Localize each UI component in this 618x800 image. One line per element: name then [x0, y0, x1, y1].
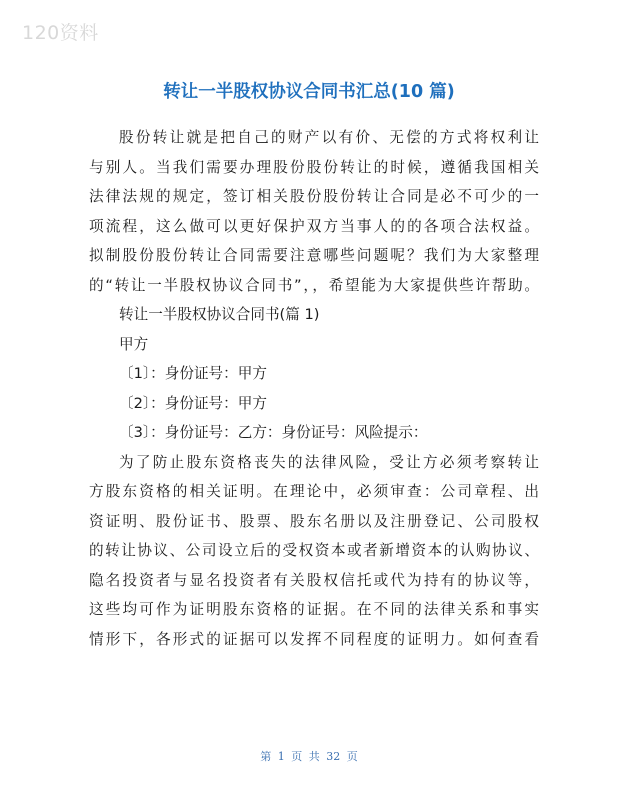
- document-title: 转让一半股权协议合同书汇总(10 篇): [163, 82, 455, 102]
- body-line: 这些均可作为证明股东资格的证据。在不同的法律关系和事实: [89, 601, 539, 618]
- body-line: 资证明、股份证书、股票、股东名册以及注册登记、公司股权: [89, 512, 539, 530]
- list-item: 〔2〕：身份证号：甲方: [119, 394, 267, 412]
- intro-line: 股份转让就是把自己的财产以有价、无偿的方式将权利让: [119, 129, 539, 146]
- watermark-logo: 120资料: [22, 22, 99, 44]
- document-body: [89, 123, 539, 654]
- body-line: 隐名投资者与显名投资者有关股权信托或代为持有的协议等，: [89, 571, 539, 589]
- intro-line: 拟制股份股份转让合同需要注意哪些问题呢？我们为大家整理: [89, 247, 539, 264]
- section-heading: 转让一半股权协议合同书(篇 1): [119, 306, 320, 323]
- intro-line: 法律法规的规定，签订相关股份股份转让合同是必不可少的一: [89, 188, 539, 205]
- intro-line: 项流程，这么做可以更好保护双方当事人的的各项合法权益。: [89, 217, 539, 235]
- body-line: 为了防止股东资格丧失的法律风险，受让方必须考察转让: [119, 453, 539, 471]
- page-number-footer: 第 1 页 共 32 页: [260, 750, 358, 763]
- body-line: 方股东资格的相关证明。在理论中，必须审查：公司章程、出: [89, 483, 539, 500]
- body-line: 的转让协议、公司设立后的受权资本或者新增资本的认购协议、: [89, 542, 539, 559]
- list-item: 〔3〕：身份证号：乙方：身份证号：风险提示：: [119, 424, 428, 441]
- party-a-label: 甲方: [119, 335, 149, 353]
- body-line: 情形下，各形式的证据可以发挥不同程度的证明力。如何查看: [89, 630, 539, 648]
- list-item: 〔1〕：身份证号：甲方: [119, 365, 267, 382]
- intro-line: 与别人。当我们需要办理股份股份转让的时候，遵循我国相关: [89, 158, 539, 176]
- intro-line: 的“转让一半股权协议合同书”，，希望能为大家提供些许帮助。: [89, 276, 539, 294]
